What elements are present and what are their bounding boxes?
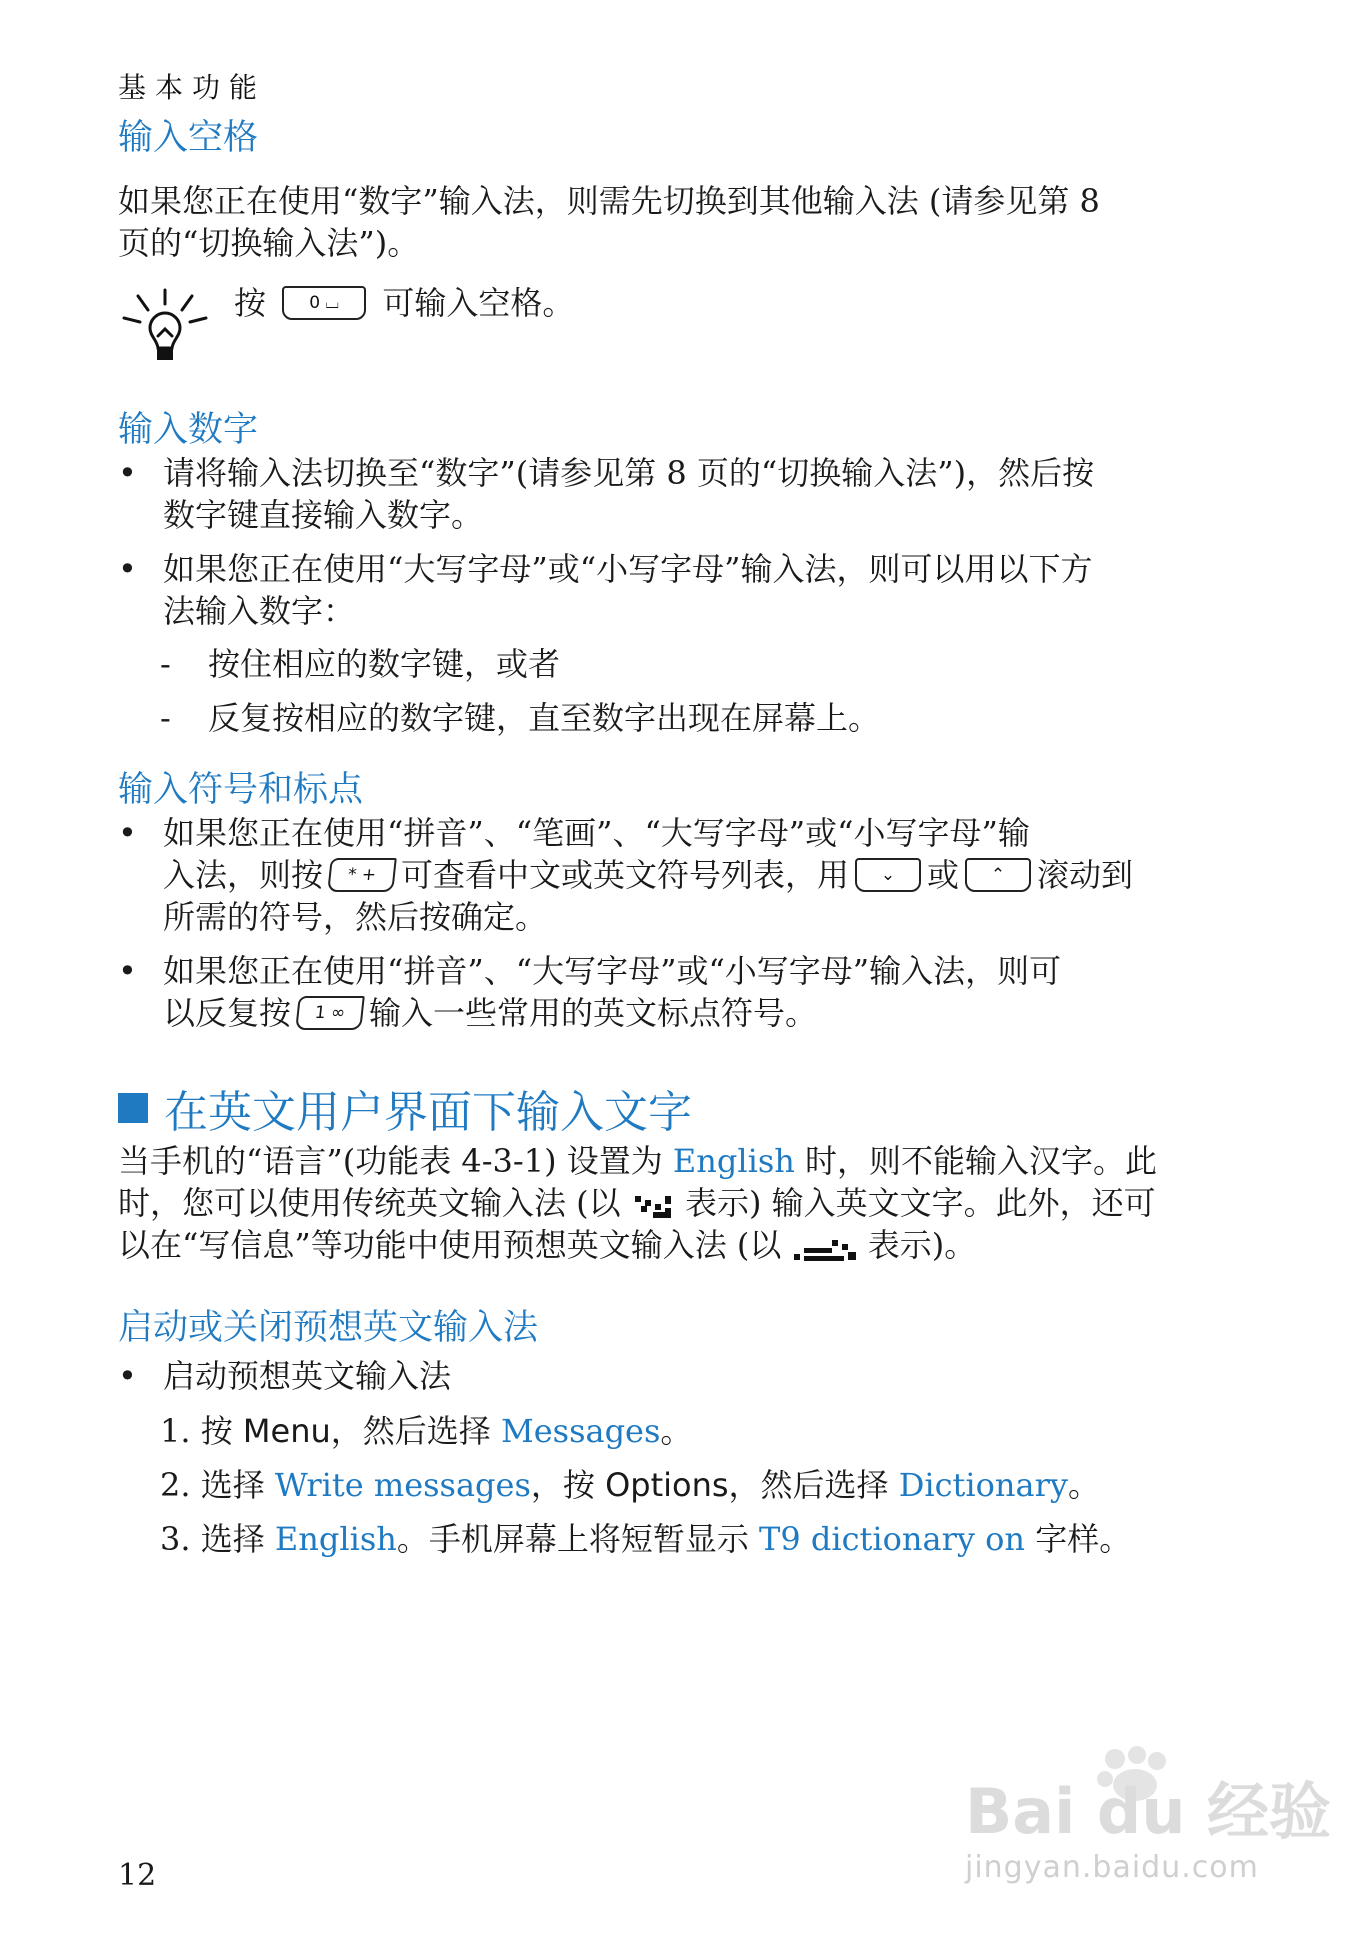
space-tip xyxy=(234,282,574,324)
english-term: English xyxy=(672,1142,795,1180)
section-title-digits: 输入数字 xyxy=(118,410,259,450)
step1-post: 。 xyxy=(660,1412,693,1450)
step2-mid2: ，然后选择 xyxy=(728,1466,899,1504)
predictive-bullet-label: 启动预想英文输入法 xyxy=(163,1357,452,1395)
symbols-b1-l3-post: 。 xyxy=(515,898,548,936)
space-para-line1: 如果您正在使用“数字”输入法，则需先切换到其他输入法 (请参见第 8 xyxy=(118,182,1100,220)
step-number: 1. xyxy=(160,1412,191,1450)
step-1 xyxy=(160,1410,1240,1452)
space-paragraph xyxy=(118,180,1238,264)
step3-post: 字样。 xyxy=(1025,1520,1132,1558)
sub-dash: - xyxy=(160,699,171,737)
one-key: 1 ∞ xyxy=(295,996,365,1030)
english-l3-pre: 以在“写信息”等功能中使用预想英文输入法 (以 xyxy=(118,1226,782,1264)
step-2 xyxy=(160,1464,1240,1506)
running-head: 基本功能 xyxy=(118,71,267,104)
step-number: 3. xyxy=(160,1520,191,1558)
step3-mid: 。手机屏幕上将短暂显示 xyxy=(396,1520,760,1558)
digits-b2-line2: 法输入数字： xyxy=(163,592,356,630)
step2-post: 。 xyxy=(1067,1466,1100,1504)
messages-term: Messages xyxy=(500,1412,661,1450)
watermark-url: jingyan.baidu.com xyxy=(965,1850,1259,1885)
menu-label: Menu xyxy=(242,1412,331,1450)
digits-bullet-2 xyxy=(118,548,1238,632)
symbols-b2-l2-pre: 以反复按 xyxy=(163,994,292,1032)
predictive-bullet xyxy=(118,1355,1238,1397)
tip-post: 可输入空格。 xyxy=(382,284,575,322)
bullet-dot: • xyxy=(118,454,137,492)
write-messages-term: Write messages xyxy=(274,1466,531,1504)
chapter-title-text: 在英文用户界面下输入文字 xyxy=(164,1087,692,1138)
bullet-dot: • xyxy=(118,952,137,990)
digits-b1-line2: 数字键直接输入数字。 xyxy=(163,496,484,534)
digits-b1-line1: 请将输入法切换至“数字”(请参见第 8 页的“切换输入法”)，然后按 xyxy=(163,454,1095,492)
predictive-input-icon xyxy=(792,1234,858,1262)
digits-sub1-text: 按住相应的数字键，或者 xyxy=(208,645,561,683)
section-title-space: 输入空格 xyxy=(118,118,259,158)
dictionary-term: Dictionary xyxy=(898,1466,1068,1504)
zero-key: 0 ⌴ xyxy=(282,286,366,320)
digits-b2-line1: 如果您正在使用“大写字母”或“小写字母”输入法，则可以用以下方 xyxy=(163,550,1093,588)
symbols-b2-l2-post: 输入一些常用的英文标点符号。 xyxy=(369,994,818,1032)
step1-pre: 按 xyxy=(200,1412,243,1450)
digits-sub-2 xyxy=(160,697,1240,739)
confirm-label: 确定 xyxy=(451,898,516,936)
bullet-dot: • xyxy=(118,1357,137,1395)
english-paragraph xyxy=(118,1140,1238,1266)
step1-mid: ，然后选择 xyxy=(330,1412,501,1450)
symbols-bullet-1 xyxy=(118,812,1238,938)
step2-pre: 选择 xyxy=(200,1466,275,1504)
english-l1-post: 时，则不能输入汉字。此 xyxy=(794,1142,1158,1180)
symbols-b2-line1: 如果您正在使用“拼音”、“大写字母”或“小写字母”输入法，则可 xyxy=(163,952,1062,990)
symbols-b1-line1: 如果您正在使用“拼音”、“笔画”、“大写字母”或“小写字母”输 xyxy=(163,814,1030,852)
symbols-b1-or: 或 xyxy=(927,856,960,894)
section-title-predictive: 启动或关闭预想英文输入法 xyxy=(118,1308,539,1348)
step2-mid1: ，按 xyxy=(530,1466,606,1504)
symbols-b1-l2-mid: 可查看中文或英文符号列表，用 xyxy=(401,856,850,894)
symbols-b1-l2-post: 滚动到 xyxy=(1037,856,1134,894)
english-l3-post: 表示)。 xyxy=(867,1226,977,1264)
chapter-title-english xyxy=(118,1076,692,1140)
step3-pre: 选择 xyxy=(200,1520,275,1558)
symbols-b1-l3-pre: 所需的符号，然后按 xyxy=(163,898,452,936)
square-bullet-icon xyxy=(118,1093,148,1123)
bullet-dot: • xyxy=(118,550,137,588)
digits-bullet-1 xyxy=(118,452,1238,536)
symbols-b1-l2-pre: 入法，则按 xyxy=(163,856,324,894)
svg-text:Bai du 经验: Bai du 经验 xyxy=(965,1775,1332,1848)
digits-sub-1 xyxy=(160,643,1240,685)
scroll-up-key: ⌃ xyxy=(965,858,1031,892)
space-para-line2: 页的“切换输入法”)。 xyxy=(118,224,420,262)
english-l1-pre: 当手机的“语言”(功能表 4-3-1) 设置为 xyxy=(118,1142,673,1180)
bullet-dot: • xyxy=(118,814,137,852)
baidu-watermark-logo xyxy=(965,1745,1332,1848)
options-label: Options xyxy=(605,1466,729,1504)
section-title-symbols: 输入符号和标点 xyxy=(118,770,364,810)
page-number: 12 xyxy=(118,1858,157,1893)
t9-term: T9 dictionary on xyxy=(759,1520,1026,1558)
star-key: * + xyxy=(327,858,397,892)
english-l2-post: 表示) 输入英文文字。此外，还可 xyxy=(685,1184,1156,1222)
sub-dash: - xyxy=(160,645,171,683)
abc-input-icon xyxy=(631,1192,675,1220)
english-term: English xyxy=(274,1520,397,1558)
step-3 xyxy=(160,1518,1240,1560)
symbols-bullet-2 xyxy=(118,950,1238,1034)
lightbulb-icon xyxy=(120,288,210,368)
step-number: 2. xyxy=(160,1466,191,1504)
digits-sub2-text: 反复按相应的数字键，直至数字出现在屏幕上。 xyxy=(208,699,881,737)
tip-pre: 按 xyxy=(234,284,267,322)
scroll-down-key: ⌄ xyxy=(855,858,921,892)
english-l2-pre: 时，您可以使用传统英文输入法 (以 xyxy=(118,1184,621,1222)
